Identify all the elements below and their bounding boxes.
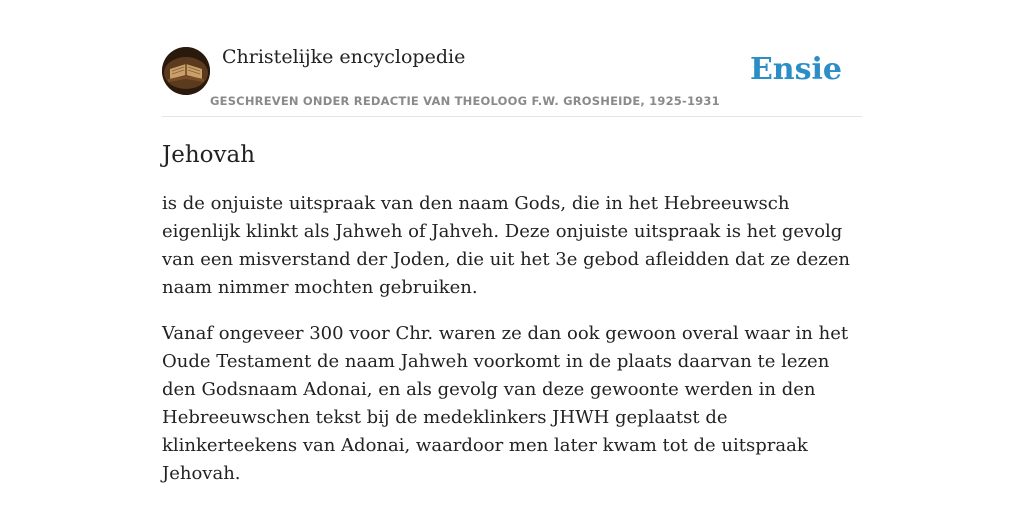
site-header [162, 44, 862, 117]
site-subtitle: GESCHREVEN ONDER REDACTIE VAN THEOLOOG F.W. GROSHEIDE, 1925-1931 [210, 94, 720, 108]
article-title: Jehovah [162, 142, 256, 168]
site-title[interactable]: Christelijke encyclopedie [222, 46, 466, 68]
article [162, 138, 862, 506]
article-paragraph: Vanaf ongeveer 300 voor Chr. waren ze dan ook gewoon overal waar in het Oude Testament de naam Jahweh voorkomt in de plaats daarvan te lezen den Godsnaam Adonai, en als gevolg van deze gewoonte werden in den Hebreeuwschen tekst bij de medeklinkers JHWH geplaatst de klinkerteekens van Adonai, waardoor men later kwam tot de uitspraak Jehovah. [162, 323, 849, 484]
brand-logo-link[interactable]: Ensie [749, 52, 842, 87]
article-paragraph: is de onjuiste uitspraak van den naam Gods, die in het Hebreeuwsch eigenlijk klinkt als Jahweh of Jahveh. Deze onjuiste uitspraak is het gevolg van een misverstand der Joden, die uit het 3e gebod afleidden dat ze dezen naam nimmer mochten gebruiken. [162, 193, 851, 298]
open-book-icon[interactable] [162, 47, 210, 95]
